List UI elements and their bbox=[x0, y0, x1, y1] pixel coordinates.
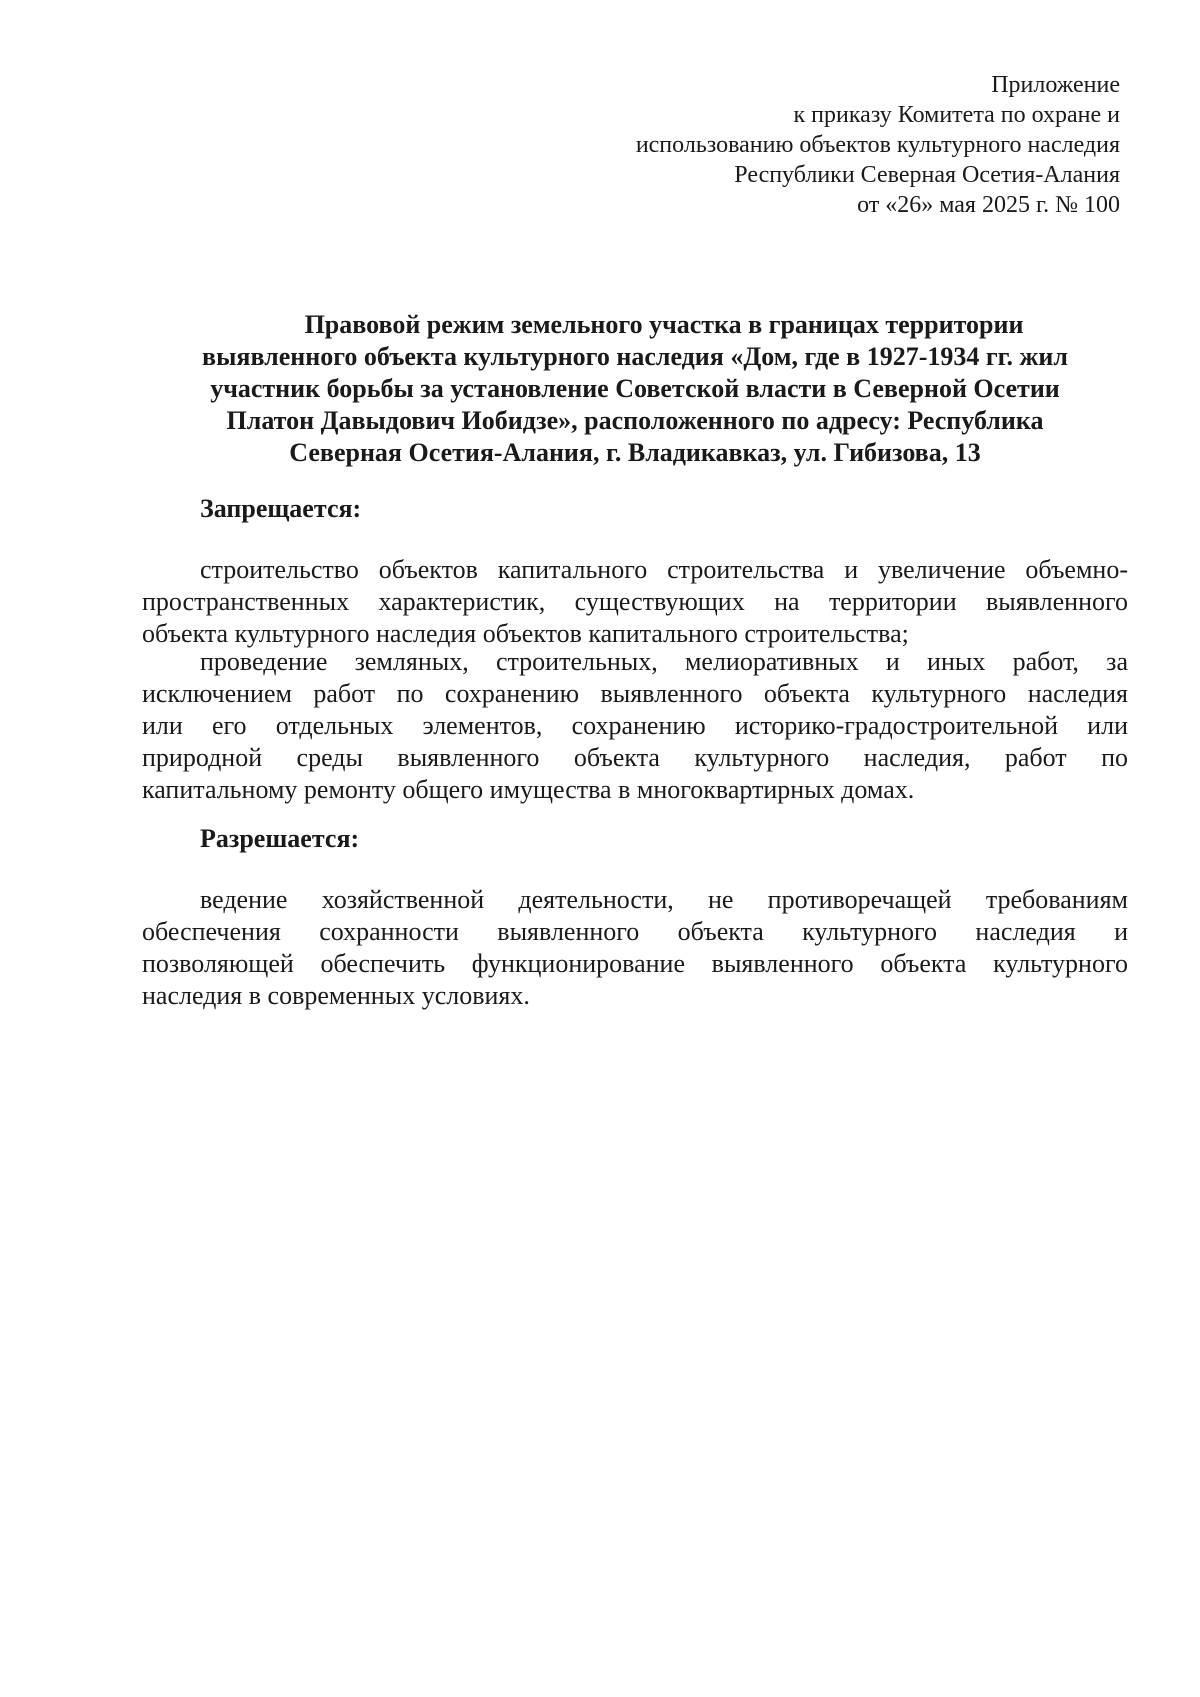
allowed-item-economic-activity bbox=[142, 884, 1128, 1012]
paragraph-line: позволяющей обеспечить функционирование выявленного объекта культурного bbox=[142, 949, 1128, 978]
paragraph-line: или его отдельных элементов, сохранению историко-градостроительной или bbox=[142, 711, 1128, 740]
appendix-line: использованию объектов культурного наследия bbox=[635, 132, 1120, 158]
prohibited-item-construction bbox=[142, 554, 1128, 650]
allowed-heading: Разрешается: bbox=[200, 824, 360, 853]
appendix-header bbox=[420, 70, 1120, 220]
paragraph-line: объекта культурного наследия объектов капитального строительства; bbox=[142, 619, 909, 648]
prohibited-item-works bbox=[142, 646, 1128, 806]
appendix-line: Республики Северная Осетия-Алания bbox=[734, 162, 1120, 188]
document-title bbox=[140, 309, 1130, 469]
title-line: участник борьбы за установление Советской власти в Северной Осетии bbox=[210, 374, 1060, 403]
paragraph-line: природной среды выявленного объекта культурного наследия, работ по bbox=[142, 743, 1128, 772]
title-line: Платон Давыдович Иобидзе», расположенного по адресу: Республика bbox=[226, 406, 1044, 435]
prohibited-heading: Запрещается: bbox=[200, 494, 362, 523]
paragraph-line: капитальному ремонту общего имущества в многоквартирных домах. bbox=[142, 775, 915, 804]
paragraph-line: обеспечения сохранности выявленного объекта культурного наследия и bbox=[142, 917, 1128, 946]
title-line: выявленного объекта культурного наследия «Дом, где в 1927-1934 гг. жил bbox=[202, 342, 1068, 371]
appendix-line: от «26» мая 2025 г. № 100 bbox=[857, 192, 1120, 218]
paragraph-line: ведение хозяйственной деятельности, не противоречащей требованиям bbox=[200, 885, 1128, 914]
paragraph-line: проведение земляных, строительных, мелиоративных и иных работ, за bbox=[200, 647, 1128, 676]
title-line: Правовой режим земельного участка в границах территории bbox=[304, 310, 1024, 339]
paragraph-line: строительство объектов капитального строительства и увеличение объемно- bbox=[200, 555, 1128, 584]
paragraph-line: пространственных характеристик, существующих на территории выявленного bbox=[142, 587, 1128, 616]
title-line: Северная Осетия-Алания, г. Владикавказ, ул. Гибизова, 13 bbox=[289, 438, 981, 467]
paragraph-line: наследия в современных условиях. bbox=[142, 981, 530, 1010]
appendix-line: Приложение bbox=[991, 72, 1120, 98]
appendix-line: к приказу Комитета по охране и bbox=[793, 102, 1120, 128]
paragraph-line: исключением работ по сохранению выявленного объекта культурного наследия bbox=[142, 679, 1128, 708]
